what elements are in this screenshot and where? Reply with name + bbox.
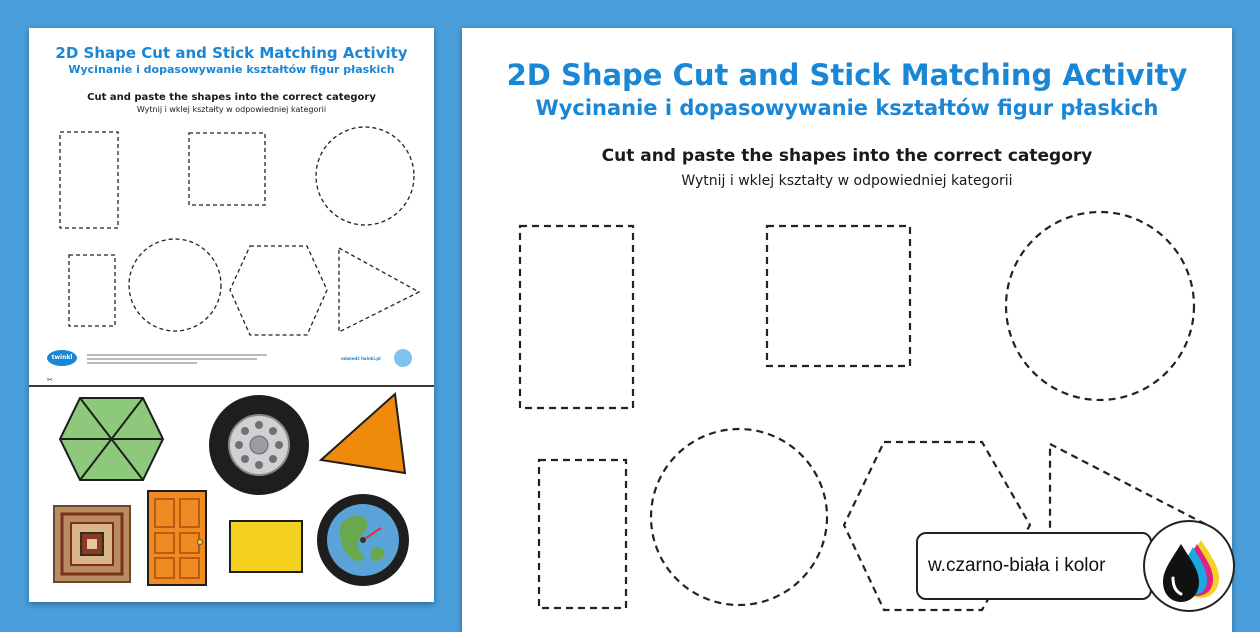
footer-link[interactable]: odwiedź twinkl.pl [341, 356, 381, 361]
print-version-badge [916, 532, 1152, 600]
green-hexagon-cutout [60, 398, 163, 480]
patterned-rug-cutout [54, 506, 130, 582]
right-subtitle: Wycinanie i dopasowywanie kształtów figur płaskich [535, 96, 1159, 120]
ink-drops-graphic [1145, 522, 1237, 614]
square-outline-large [767, 226, 910, 366]
tyre-wheel-cutout [209, 395, 309, 495]
globe-clock-cutout [317, 494, 409, 586]
left-subtitle: Wycinanie i dopasowywanie kształtów figur płaskich [68, 63, 395, 76]
left-instruction: Cut and paste the shapes into the correct category [87, 92, 376, 103]
small-circle-outline-large [651, 429, 827, 605]
right-instruction: Cut and paste the shapes into the correct category [601, 146, 1093, 166]
orange-door-cutout [148, 491, 206, 585]
small-rectangle-outline-large [539, 460, 626, 608]
left-worksheet-preview [29, 28, 434, 602]
print-version-label: w.czarno-biała i kolor [928, 555, 1106, 576]
right-title: 2D Shape Cut and Stick Matching Activity [506, 58, 1188, 92]
circle-outline-large [1006, 212, 1194, 400]
logo-text: twinkl [51, 354, 73, 361]
left-instruction-pl: Wytnij i wklej kształty w odpowiedniej kategorii [136, 105, 327, 114]
yellow-rectangle-cutout [230, 521, 302, 572]
cut-out-objects [29, 28, 434, 602]
ink-drops-icon [1143, 520, 1235, 612]
rectangle-outline-large [520, 226, 633, 408]
orange-triangle-cutout [321, 394, 405, 473]
left-title: 2D Shape Cut and Stick Matching Activity [55, 44, 408, 62]
right-instruction-pl: Wytnij i wklej kształty w odpowiedniej kategorii [681, 173, 1013, 189]
scissors-icon: ✂ [47, 376, 53, 384]
